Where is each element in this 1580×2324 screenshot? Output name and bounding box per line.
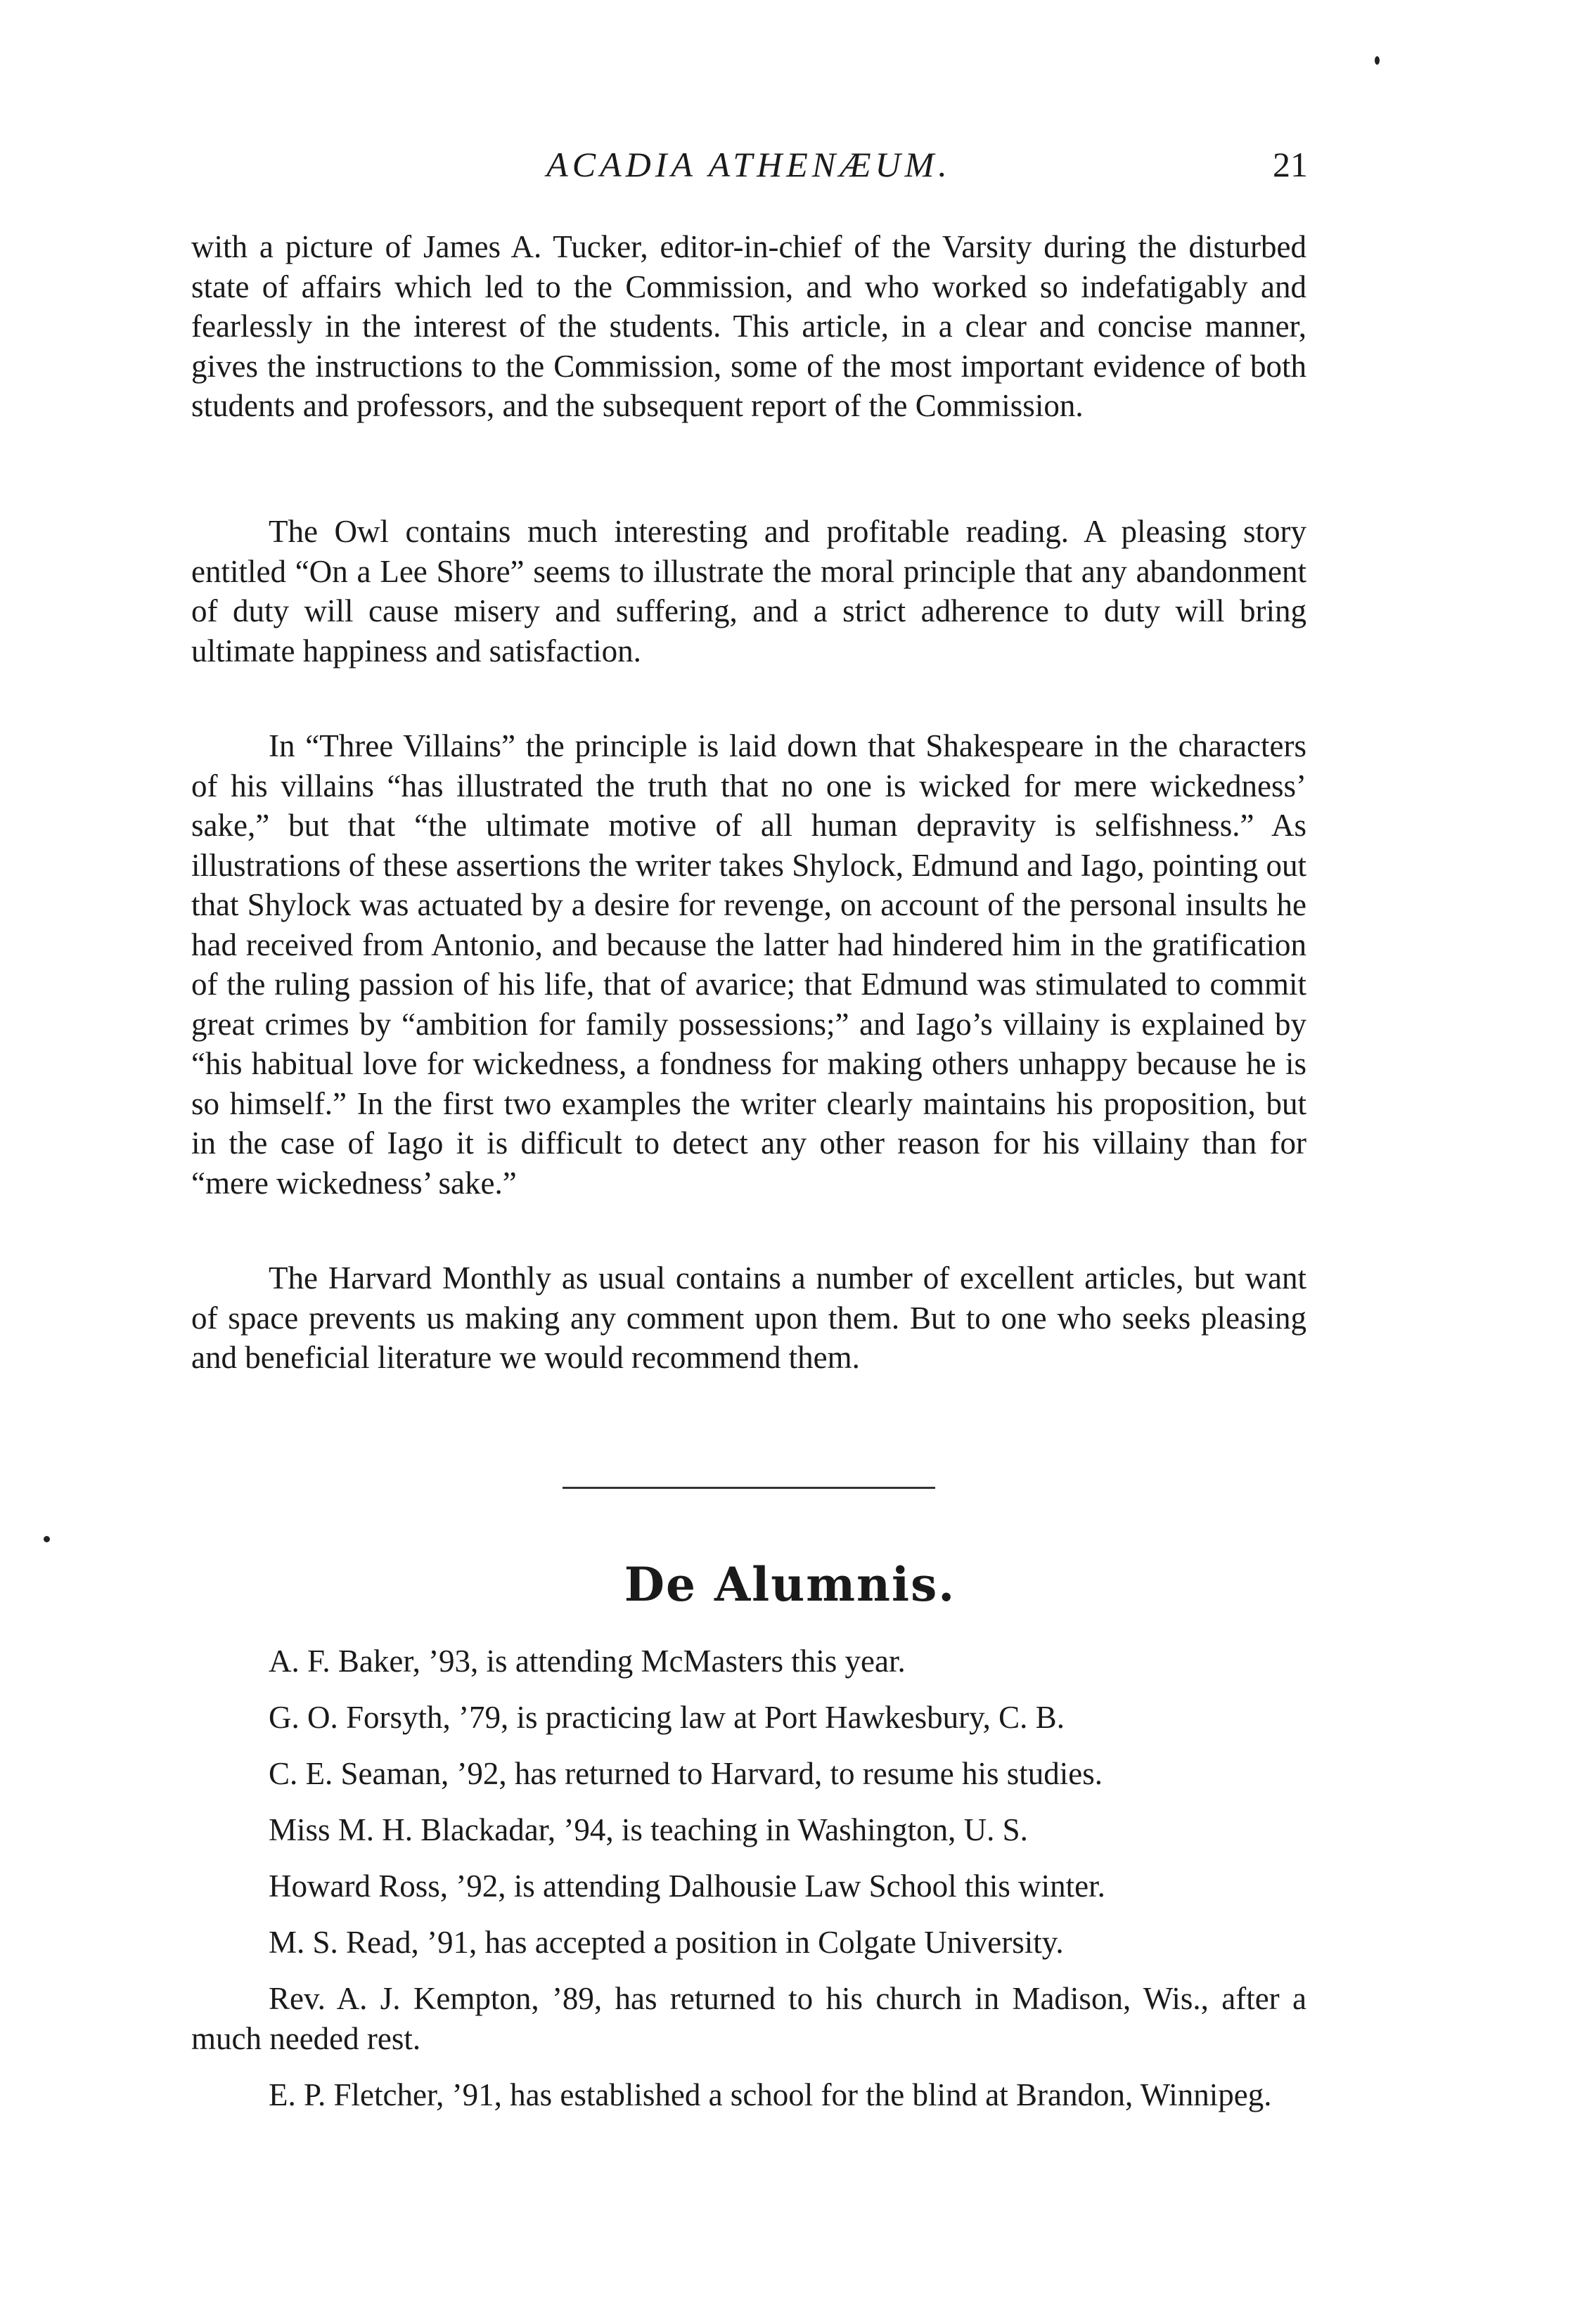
alumni-entry: Howard Ross, ’92, is attending Dalhousie Law School this winter. (269, 1868, 1105, 1904)
running-title: ACADIA ATHENÆUM. (546, 145, 951, 184)
paragraph: The Owl contains much interesting and profitable reading. A pleasing story entitled “On a Lee Shore” seems to illustrate the moral principle that any abandonment of duty will cause misery and suffering, and a strict adherence to duty will bring ultimate happiness and satisfaction. (191, 514, 1306, 669)
alumni-entry: M. S. Read, ’91, has accepted a position in Colgate University. (269, 1925, 1064, 1960)
alumni-entry: A. F. Baker, ’93, is attending McMasters this year. (269, 1644, 906, 1679)
owl-review (191, 512, 1306, 671)
paragraph: with a picture of James A. Tucker, editor-in-chief of the Varsity during the disturbed state of affairs which led to the Commission, and who worked so indefatigably and fearlessly in the interest of the students. This article, in a clear and concise manner, gives the instructions to the Commission, some of the most important evidence of both students and professors, and the subsequent report of the Commission. (191, 229, 1306, 423)
alumni-list (191, 1641, 1306, 2131)
three-villains-review (191, 726, 1306, 1203)
paragraph: The Harvard Monthly as usual contains a number of excellent articles, but want of space prevents us making any comment upon them. But to one who seeks pleasing and beneficial literature we would recommend them. (191, 1260, 1306, 1375)
harvard-monthly-review (191, 1258, 1306, 1378)
alumni-entry: Rev. A. J. Kempton, ’89, has returned to his church in Madison, Wis., after a much needed rest. (191, 1981, 1306, 2056)
alumni-entry: E. P. Fletcher, ’91, has established a school for the blind at Brandon, Winnipeg. (269, 2077, 1272, 2112)
section-divider (563, 1487, 935, 1489)
alumni-entry: C. E. Seaman, ’92, has returned to Harvard, to resume his studies. (269, 1756, 1103, 1791)
speck-mark (44, 1536, 50, 1542)
section-heading: De Alumnis. (624, 1557, 956, 1612)
review-continuation (191, 227, 1306, 426)
paragraph: In “Three Villains” the principle is laid down that Shakespeare in the characters of his villains “has illustrated the truth that no one is wicked for mere wickedness’ sake,” but that “the ultimate motive of all human depravity is selfishness.” As illustrations of these assertions the writer takes Shylock, Edmund and Iago, pointing out that Shylock was actuated by a desire for revenge, on account of the personal insults he had received from Antonio, and because the latter had hindered him in the gratification of the ruling passion of his life, that of avarice; that Edmund was stimulated to commit great crimes by “ambition for family possessions;” and Iago’s villainy is explained by “his habitual love for wickedness, a fondness for making others unhappy because he is so himself.” In the first two examples the writer clearly maintains his proposition, but in the case of Iago it is difficult to detect any other reason for his villainy than for “mere wickedness’ sake.” (191, 728, 1306, 1201)
page-number: 21 (1273, 145, 1308, 184)
alumni-entry: Miss M. H. Blackadar, ’94, is teaching in Washington, U. S. (269, 1812, 1028, 1847)
speck-mark (1375, 56, 1380, 65)
page-header (190, 144, 1308, 193)
alumni-entry: G. O. Forsyth, ’79, is practicing law at Port Hawkesbury, C. B. (269, 1700, 1065, 1735)
